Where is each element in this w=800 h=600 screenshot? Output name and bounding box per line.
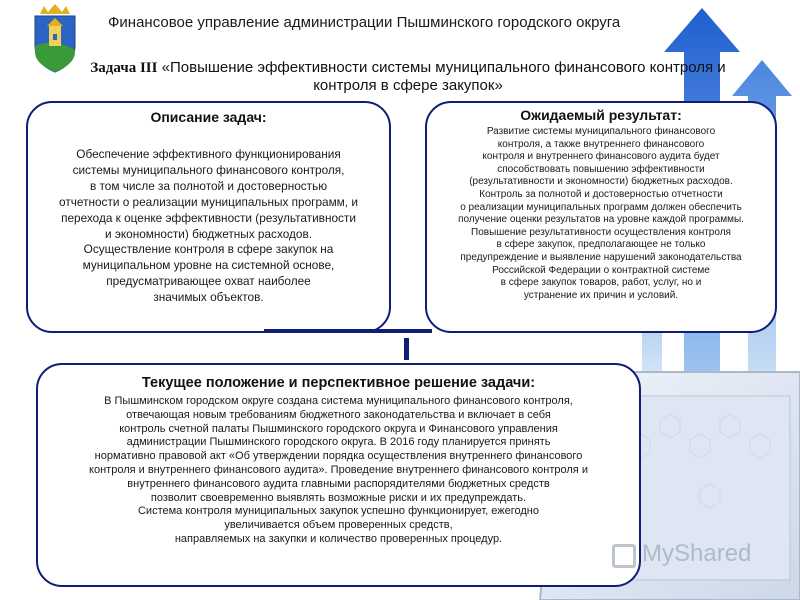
expected-result-heading: Ожидаемый результат:	[520, 107, 682, 123]
task-description-heading: Описание задач:	[150, 109, 267, 125]
task-title	[78, 59, 738, 95]
task-number: Задача III	[90, 60, 158, 76]
municipal-emblem	[32, 4, 78, 74]
watermark-text: MyShared	[642, 540, 752, 567]
page-header: Финансовое управление администрации Пышминского городского округа	[108, 14, 621, 31]
task-name: «Повышение эффективности системы муниципального финансового контроля и контроля в сфере закупок»	[161, 59, 726, 94]
presentation-icon	[612, 544, 636, 568]
task-description-text: Обеспечение эффективного функционирования системы муниципального финансового контроля, в том числе за полнотой и достоверностью отчетности о реализации муниципальных программ, и перехода к оценке эффективности (результативности и экономности) бюджетных расходов. Осуществление контроля в сфере закупок на муниципальном уровне на системной основе, предусматривающее охват наиболее значимых объектов.	[59, 147, 358, 305]
current-state-text: В Пышминском городском округе создана система муниципального финансового контроля, отвечающая новым требованиям бюджетного законодательства и включает в себя контроль счетной палаты Пышминского городского округа и Финансового управления администрации Пышминского городского округа. В 2016 году планируется принять нормативно правовой акт «Об утверждении порядка осуществления внутреннего финансового контроля и внутреннего финансового аудита». Проведение внутреннего финансового контроля и внутреннего финансового аудита главными распорядителями бюджетных средств позволит своевременно выявлять возможные риски и их предупреждать. Система контроля муниципальных закупок успешно функционирует, ежегодно увеличивается объем проверенных средств, направляемых на закупки и количество проверенных процедур.	[89, 395, 588, 545]
expected-result-box	[425, 101, 777, 333]
current-state-box	[36, 363, 641, 587]
connector-vertical	[404, 338, 409, 360]
task-description-box	[26, 101, 391, 333]
connector-horizontal	[264, 329, 432, 333]
current-state-heading: Текущее положение и перспективное решение задачи:	[141, 375, 536, 391]
watermark-logo	[612, 540, 772, 574]
expected-result-text: Развитие системы муниципального финансового контроля, а также внутреннего финансового контроля и внутреннего финансового аудита будет способствовать повышению эффективности (результативности и экономности) бюджетных расходов. Контроль за полнотой и достоверностью отчетности о реализации муниципальных программ должен обеспечить получение оценки результатов на уровне каждой программы. Повышение результативности осуществления контроля в сфере закупок, предполагающее не только предупреждение и выявление нарушений законодательства Российской Федерации о контрактной системе в сфере закупок товаров, работ, услуг, но и устранение их причин и условий.	[458, 126, 744, 301]
